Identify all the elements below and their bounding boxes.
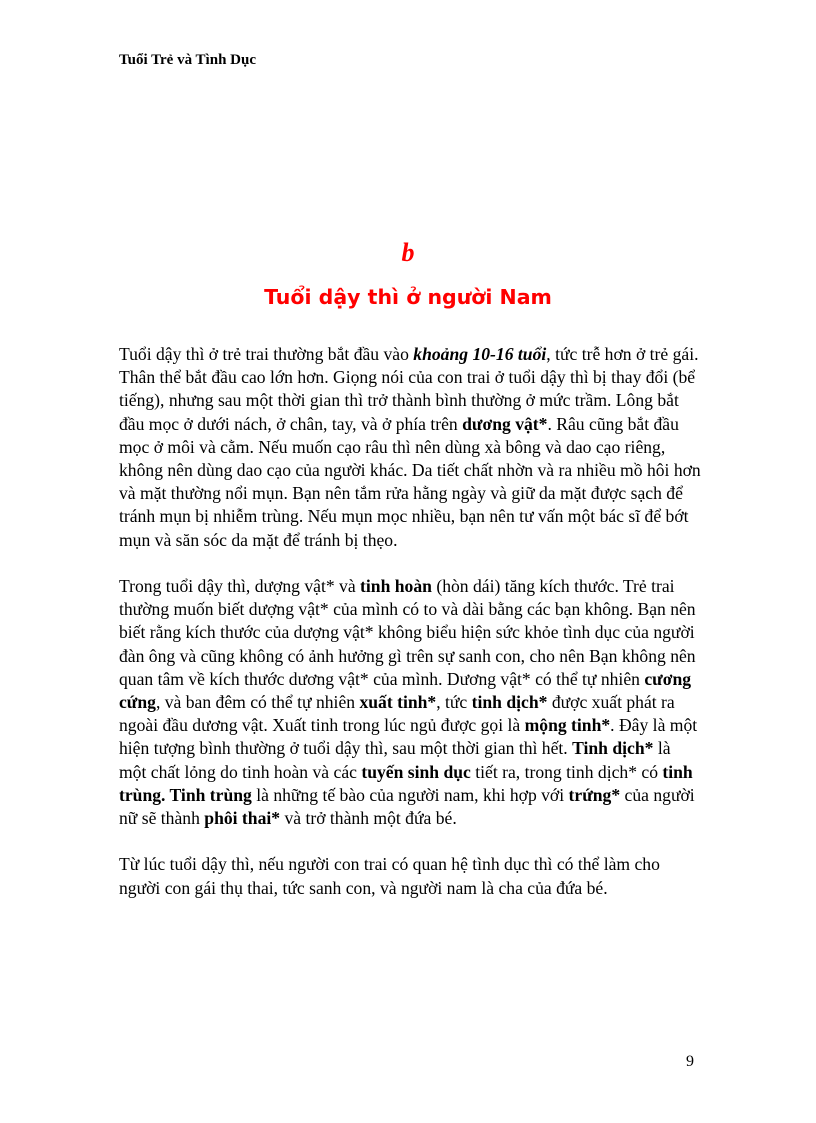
emphasis-term: mộng tinh*	[524, 715, 611, 736]
text-run: tiết ra, trong tinh dịch* có	[470, 761, 663, 782]
running-header: Tuổi Trẻ và Tình Dục	[119, 52, 256, 68]
text-run: , tức trễ hơn ở trẻ gái. Thân thể bắt đầu cao lớn hơn. Giọng nói của con trai ở tuổi dậy thì bị thay đổi (bể tiếng), nhưng sau một thời gian thì trở thành bình thường ở mức trầm. Lông bắt đầu mọc ở dưới nách, ở chân, tay, và ở phía trên	[119, 344, 699, 434]
emphasis-term: xuất tinh*	[359, 692, 437, 713]
text-run: là những tế bào của người nam, khi hợp với	[251, 784, 569, 805]
text-run: Từ lúc tuổi dậy thì, nếu người con trai có quan hệ tình dục thì có thể làm cho người con gái thụ thai, tức sanh con, và người nam là cha của đứa bé.	[119, 854, 660, 898]
emphasis-term: Tinh dịch*	[572, 738, 654, 759]
text-run: . Râu cũng bắt đầu mọc ở môi và cằm. Nếu muốn cạo râu thì nên dùng xà bông và dao cạo riêng, không nên dùng dao cạo của người khác. Da tiết chất nhờn và ra nhiều mồ hôi hơn và mặt thường nổi mụn. Bạn nên tắm rửa hằng ngày và giữ da mặt được sạch để tránh mụn bị nhiễm trùng. Nếu mụn mọc nhiều, bạn nên tư vấn một bác sĩ để bớt mụn và săn sóc da mặt để tránh bị thẹo.	[119, 413, 701, 550]
paragraph-3	[119, 853, 701, 899]
paragraph-1	[119, 343, 701, 552]
text-run: Tuổi dậy thì ở trẻ trai thường bắt đầu vào	[119, 344, 414, 364]
text-run: của người nữ sẽ thành	[119, 784, 695, 829]
emphasis-term: tinh trùng. Tinh trùng	[119, 761, 693, 805]
emphasis-term: tuyến sinh dục	[361, 761, 471, 782]
emphasis-term: phôi thai*	[204, 808, 281, 829]
emphasis-term: trứng*	[568, 784, 621, 805]
text-run: , và ban đêm có thể tự nhiên	[155, 692, 360, 713]
text-run: (hòn dái) tăng kích thước. Trẻ trai thường muốn biết dượng vật* của mình có to và dài bằng các bạn không. Bạn nên biết rằng kích thước của dượng vật* không biểu hiện sức khỏe tình dục của người đàn ông và cũng không có ảnh hưởng gì trên sự sanh con, cho nên Bạn không nên quan tâm về kích thước dương vật* của mình. Dương vật* có thể tự nhiên	[119, 576, 696, 689]
page-number: 9	[686, 1053, 694, 1070]
text-run: và trở thành một đứa bé.	[280, 808, 457, 829]
chapter-ornament-icon: b	[401, 238, 415, 267]
text-run: , tức	[436, 692, 472, 713]
paragraph-2	[119, 575, 701, 830]
text-run: được xuất phát ra ngoài đầu dương vật. Xuất tinh trong lúc ngủ được gọi là	[119, 692, 675, 736]
text-run: Trong tuổi dậy thì, dượng vật* và	[119, 576, 361, 597]
emphasis-term: tinh dịch*	[471, 692, 548, 713]
body-text	[119, 343, 701, 923]
chapter-title: Tuổi dậy thì ở người Nam	[264, 285, 552, 309]
text-run: là một chất lỏng do tinh hoàn và các	[119, 738, 671, 782]
emphasis-term: cương cứng	[119, 668, 692, 713]
emphasis-term: khoảng 10-16 tuổi	[413, 344, 547, 364]
text-run: . Đây là một hiện tượng bình thường ở tuổi dậy thì, sau một thời gian thì hết.	[119, 715, 698, 759]
emphasis-term: tinh hoàn	[360, 576, 432, 597]
emphasis-term: dương vật*	[462, 413, 548, 434]
